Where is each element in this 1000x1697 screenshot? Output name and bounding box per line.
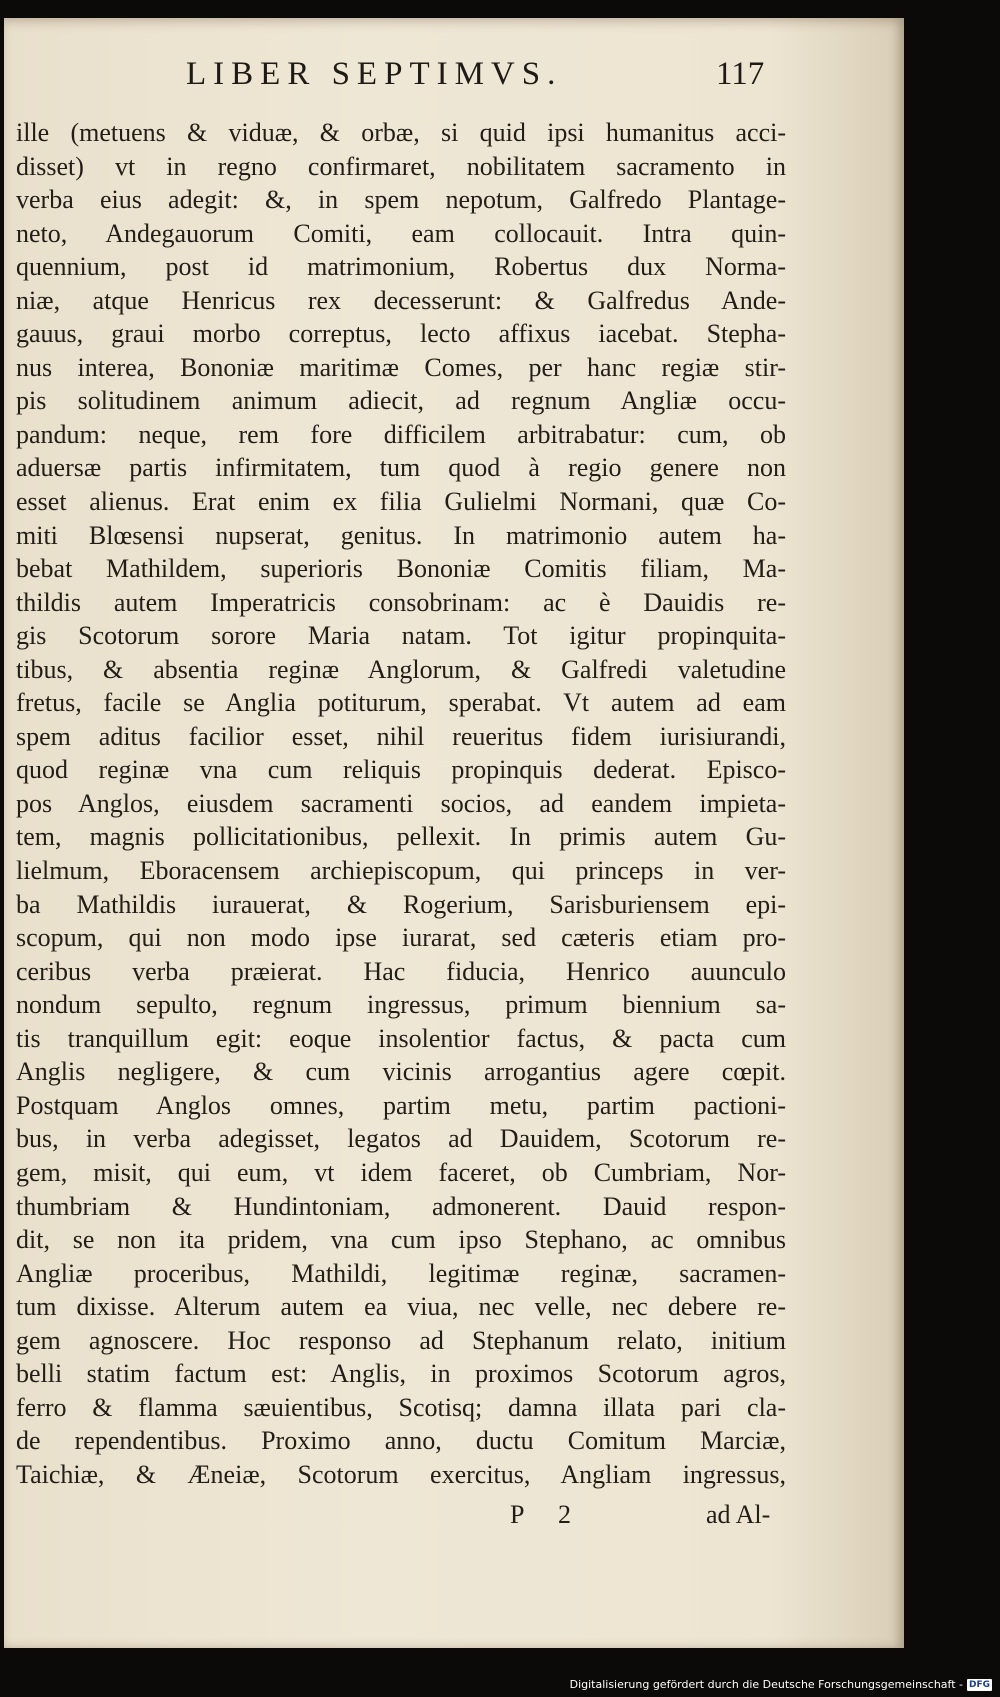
text-line: Angliæ proceribus, Mathildi, legitimæ reginæ, sacramen- <box>16 1258 786 1288</box>
text-line: lielmum, Eboracensem archiepiscopum, qui princeps in ver- <box>16 856 786 886</box>
text-line: gem agnoscere. Hoc responso ad Stephanum relato, initium <box>16 1325 786 1355</box>
text-line: scopum, qui non modo ipse iurarat, sed cæteris etiam pro- <box>16 923 786 953</box>
text-line: pis solitudinem animum adiecit, ad regnum Angliæ occu- <box>16 386 786 416</box>
running-head <box>4 56 904 106</box>
text-line: Taichiæ, & Æneiæ, Scotorum exercitus, Angliam ingressus, <box>16 1459 786 1489</box>
text-line: disset) vt in regno confirmaret, nobilitatem sacramento in <box>16 151 786 181</box>
page-number: 117 <box>716 56 765 92</box>
text-line: pandum: neque, rem fore difficilem arbitrabatur: cum, ob <box>16 419 786 449</box>
text-line: thildis autem Imperatricis consobrinam: ac è Dauidis re- <box>16 587 786 617</box>
text-line: nus interea, Bononiæ maritimæ Comes, per hanc regiæ stir- <box>16 352 786 382</box>
text-line: dit, se non ita pridem, vna cum ipso Stephano, ac omnibus <box>16 1225 786 1255</box>
text-line: ba Mathildis iurauerat, & Rogerium, Sarisburiensem epi- <box>16 889 786 919</box>
catchword: ad Al- <box>706 1500 771 1529</box>
text-line: tum dixisse. Alterum autem ea viua, nec velle, nec debere re- <box>16 1292 786 1322</box>
signature-mark: P 2 <box>510 1500 585 1529</box>
text-line: de rependentibus. Proximo anno, ductu Comitum Marciæ, <box>16 1426 786 1456</box>
text-line: aduersæ partis infirmitatem, tum quod à regio genere non <box>16 453 786 483</box>
text-line: nondum sepulto, regnum ingressus, primum biennium sa- <box>16 990 786 1020</box>
text-line: verba eius adegit: &, in spem nepotum, Galfredo Plantage- <box>16 185 786 215</box>
book-page <box>4 18 904 1648</box>
text-line: bus, in verba adegisset, legatos ad Dauidem, Scotorum re- <box>16 1124 786 1154</box>
text-line: belli statim factum est: Anglis, in proximos Scotorum agros, <box>16 1359 786 1389</box>
text-line: miti Blœsensi nupserat, genitus. In matrimonio autem ha- <box>16 520 786 550</box>
text-line: tibus, & absentia reginæ Anglorum, & Galfredi valetudine <box>16 654 786 684</box>
text-line: gauus, graui morbo correptus, lecto affixus iacebat. Stepha- <box>16 319 786 349</box>
text-line: quennium, post id matrimonium, Robertus dux Norma- <box>16 252 786 282</box>
dfg-logo: DFG <box>968 1679 990 1690</box>
text-line: tem, magnis pollicitationibus, pellexit. In primis autem Gu- <box>16 822 786 852</box>
text-line: Anglis negligere, & cum vicinis arrogantius agere cœpit. <box>16 1057 786 1087</box>
text-line: gis Scotorum sorore Maria natam. Tot igitur propinquita- <box>16 621 786 651</box>
text-line: quod reginæ vna cum reliquis propinquis dederat. Episco- <box>16 755 786 785</box>
text-line: ceribus verba præierat. Hac fiducia, Henrico auunculo <box>16 956 786 986</box>
text-line: gem, misit, qui eum, vt idem faceret, ob Cumbriam, Nor- <box>16 1157 786 1187</box>
text-line: niæ, atque Henricus rex decesserunt: & Galfredus Ande- <box>16 285 786 315</box>
credit-text: Digitalisierung gefördert durch die Deutsche Forschungsgemeinschaft - <box>569 1678 963 1691</box>
text-line: neto, Andegauorum Comiti, eam collocauit. Intra quin- <box>16 218 786 248</box>
text-line: thumbriam & Hundintoniam, admonerent. Dauid respon- <box>16 1191 786 1221</box>
text-line: bebat Mathildem, superioris Bononiæ Comitis filiam, Ma- <box>16 554 786 584</box>
body-text <box>16 116 786 1491</box>
text-line: tis tranquillum egit: eoque insolentior factus, & pacta cum <box>16 1023 786 1053</box>
text-line: spem aditus facilior esset, nihil reueritus fidem iurisiurandi, <box>16 721 786 751</box>
text-line: fretus, facile se Anglia potiturum, sperabat. Vt autem ad eam <box>16 688 786 718</box>
running-title: LIBER SEPTIMVS. <box>186 56 563 92</box>
text-line: ferro & flamma sæuientibus, Scotisq; damna illata pari cla- <box>16 1392 786 1422</box>
text-line: Postquam Anglos omnes, partim metu, partim pactioni- <box>16 1090 786 1120</box>
text-line: esset alienus. Erat enim ex filia Gulielmi Normani, quæ Co- <box>16 487 786 517</box>
text-line: pos Anglos, eiusdem sacramenti socios, ad eandem impieta- <box>16 788 786 818</box>
text-line: ille (metuens & viduæ, & orbæ, si quid ipsi humanitus acci- <box>16 118 786 147</box>
digitization-credit <box>570 1678 992 1691</box>
page-footer <box>4 1500 904 1536</box>
